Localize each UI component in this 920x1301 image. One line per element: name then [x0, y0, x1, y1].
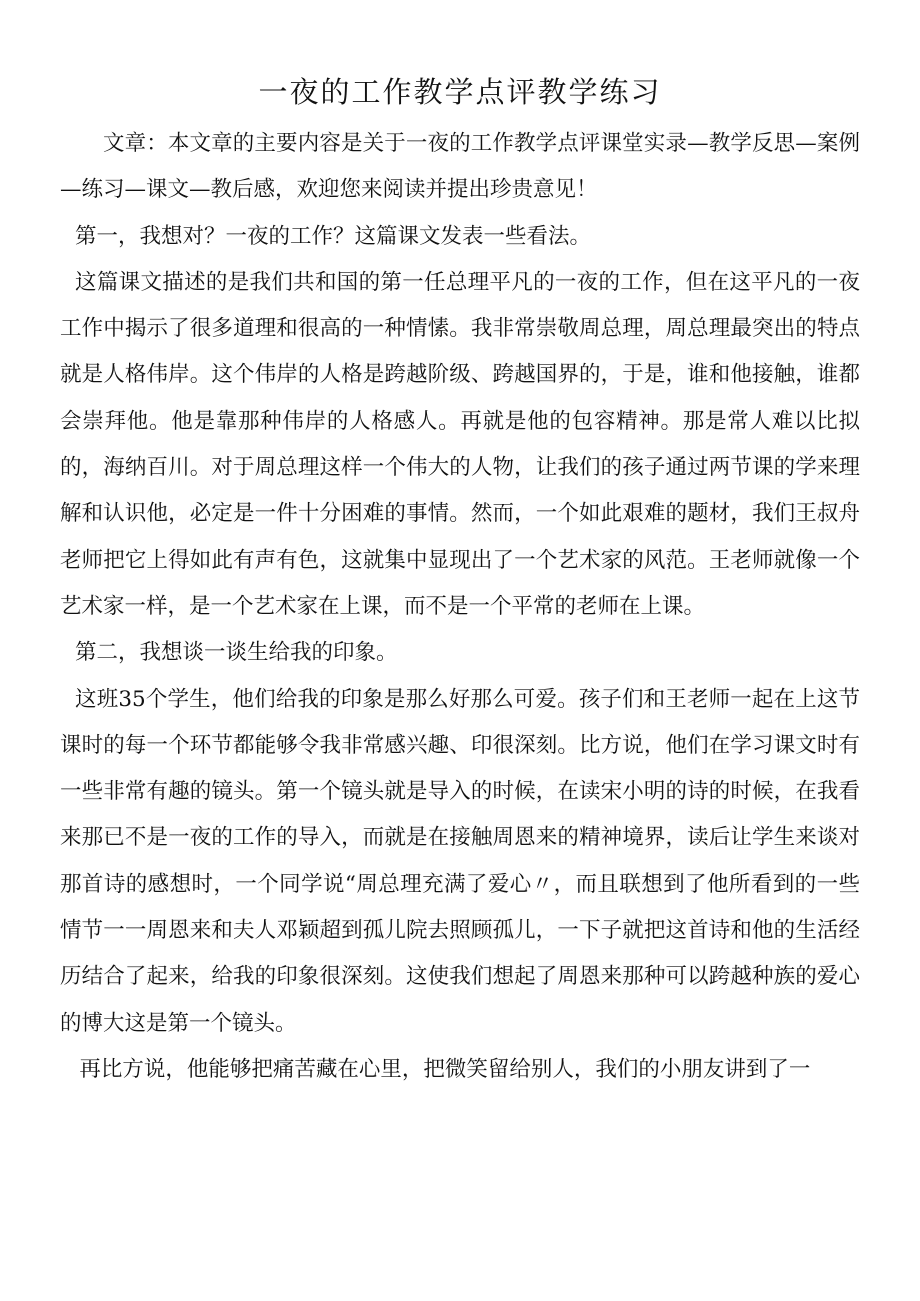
intro-paragraph: 文章：本文章的主要内容是关于一夜的工作教学点评课堂实录—教学反思—案例—练习—课文—教后感，欢迎您来阅读并提出珍贵意见！ — [60, 131, 860, 203]
section-3-paragraph: 再比方说，他能够把痛苦藏在心里，把微笑留给别人，我们的小朋友讲到了一 — [79, 1056, 811, 1082]
document-title: 一夜的工作教学点评教学练习 — [258, 75, 662, 109]
section-1-heading: 第一，我想对？一夜的工作？这篇课文发表一些看法。 — [75, 223, 592, 249]
document-body — [60, 121, 860, 1093]
section-2-paragraph: 这班35个学生，他们给我的印象是那么好那么可爱。孩子们和王老师一起在上这节课时的每一个环节都能够令我非常感兴趣、印很深刻。比方说，他们在学习课文时有一些非常有趣的镜头。第一个镜头就是导入的时候，在读宋小明的诗的时候，在我看来那已不是一夜的工作的导入，而就是在接触周恩来的精神境界，读后让学生来谈对那首诗的感想时，一个同学说“周总理充满了爱心〃，而且联想到了他所看到的一些情节一一周恩来和夫人邓颖超到孤儿院去照顾孤儿，一下子就把这首诗和他的生活经历结合了起来，给我的印象很深刻。这使我们想起了周恩来那种可以跨越种族的爱心的博大这是第一个镜头。 — [60, 686, 860, 1036]
section-2-heading: 第二，我想谈一谈生给我的印象。 — [75, 640, 398, 666]
section-1-paragraph: 这篇课文描述的是我们共和国的第一任总理平凡的一夜的工作，但在这平凡的一夜工作中揭示了很多道理和很高的一种情愫。我非常崇敬周总理，周总理最突出的特点就是人格伟岸。这个伟岸的人格是跨越阶级、跨越国界的，于是，谁和他接触，谁都会崇拜他。他是靠那种伟岸的人格感人。再就是他的包容精神。那是常人难以比拟的，海纳百川。对于周总理这样一个伟大的人物，让我们的孩子通过两节课的学来理解和认识他，必定是一件十分困难的事情。然而，一个如此艰难的题材，我们王叔舟老师把它上得如此有声有色，这就集中显现出了一个艺术家的风范。王老师就像一个艺术家一样，是一个艺术家在上课，而不是一个平常的老师在上课。 — [60, 269, 860, 619]
